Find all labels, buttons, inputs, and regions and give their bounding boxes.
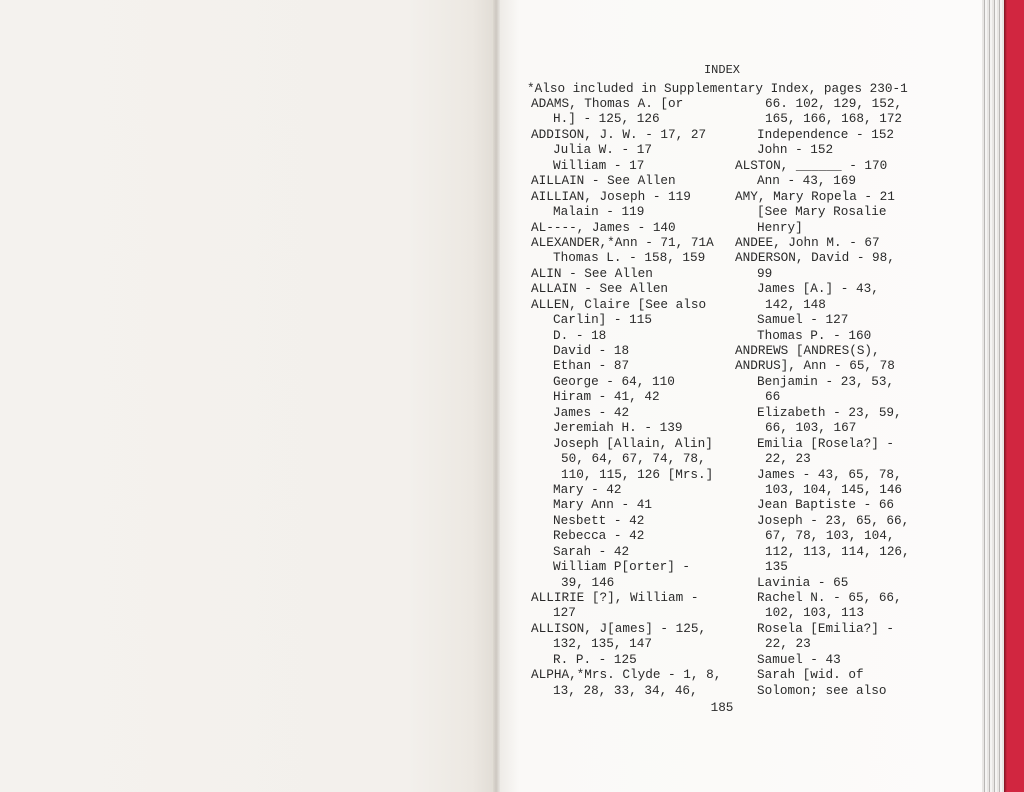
index-line: Rachel N. - 65, 66, [757,590,902,605]
index-line: Sarah [wid. of [757,667,864,683]
index-line: Mary - 42 [553,481,622,497]
index-line: Lavinia - 65 [757,574,849,590]
index-entry: ADAMS, Thomas A. [or [531,96,684,111]
index-line: [See Mary Rosalie [757,204,887,220]
index-line: R. P. - 125 [553,651,637,667]
index-line: 102, 103, 113 [765,605,864,621]
index-line: Malain - 119 [553,204,645,220]
index-line: 66, 103, 167 [765,420,857,436]
index-entry: ADDISON, J. W. - 17, 27 [531,126,707,142]
index-line: D. - 18 [553,327,607,343]
index-line: 127 [553,605,576,621]
index-entry: ALSTON, ______ - 170 [735,157,888,173]
index-line: James - 42 [553,404,630,420]
book-gutter [493,0,500,792]
index-entry: ALLEN, Claire [See also [531,296,707,312]
index-column-right [735,96,975,698]
index-entry: ANDERSON, David - 98, [735,250,895,266]
index-line: James - 43, 65, 78, [757,466,902,482]
index-line: George - 64, 110 [553,373,675,389]
index-line: Thomas L. - 158, 159 [553,250,706,266]
index-line: Carlin] - 115 [553,312,652,328]
index-line: 39, 146 [561,574,615,590]
index-line: James [A.] - 43, [757,281,879,297]
index-line: 13, 28, 33, 34, 46, [553,682,698,698]
index-line: David - 18 [553,343,630,358]
index-entry: ALIN - See Allen [531,265,653,281]
index-line: Sarah - 42 [553,543,630,559]
index-line: Elizabeth - 23, 59, [757,404,902,420]
index-entry: AL----, James - 140 [531,219,676,235]
index-line: Emilia [Rosela?] - [757,435,895,451]
index-line: 112, 113, 114, 126, [765,543,910,559]
page-stack-edges [982,0,1004,792]
index-line: 103, 104, 145, 146 [765,481,903,497]
index-line: H.] - 125, 126 [553,111,660,127]
index-line: Solomon; see also [757,682,887,698]
index-entry: AILLAIN - See Allen [531,173,676,189]
index-line: Julia W. - 17 [553,142,652,158]
index-line: William - 17 [553,157,645,173]
index-line: 132, 135, 147 [553,636,652,652]
index-line: 22, 23 [765,451,811,467]
index-line: Joseph - 23, 65, 66, [757,512,910,528]
index-line: Samuel - 43 [757,651,841,667]
index-line: Ethan - 87 [553,358,630,374]
index-line: Nesbett - 42 [553,512,645,528]
index-line: Jean Baptiste - 66 [757,497,895,513]
index-line: Rebecca - 42 [553,528,645,544]
index-entry: ALPHA,*Mrs. Clyde - 1, 8, [531,667,722,683]
page-number: 185 [710,700,734,715]
index-entry: ANDRUS], Ann - 65, 78 [735,358,895,374]
index-entry: ANDREWS [ANDRES(S), [735,343,880,358]
index-entry: AMY, Mary Ropela - 21 [735,188,895,204]
red-cover-edge [1004,0,1024,792]
index-line: 99 [757,265,773,281]
index-line: Henry] [757,219,803,235]
index-line: 22, 23 [765,636,811,652]
index-entry: ANDEE, John M. - 67 [735,234,880,250]
index-line: 142, 148 [765,296,826,312]
index-line: 66 [765,389,781,405]
index-line: John - 152 [757,142,834,158]
index-line: Independence - 152 [757,126,895,142]
index-line: 66. 102, 129, 152, [765,96,903,111]
index-line: 165, 166, 168, 172 [765,111,903,127]
index-entry: ALLIRIE [?], William - [531,590,699,605]
index-line: 50, 64, 67, 74, 78, [561,451,706,467]
index-entry: ALLAIN - See Allen [531,281,669,297]
supplementary-note: *Also included in Supplementary Index, pages 230-1 [527,81,908,96]
left-page-blank [0,0,497,792]
index-column-left [531,96,731,698]
index-line: Joseph [Allain, Alin] [553,435,713,451]
index-line: 110, 115, 126 [Mrs.] [561,466,714,482]
index-line: 67, 78, 103, 104, [765,528,895,544]
index-line: Mary Ann - 41 [553,497,652,513]
index-entry: AILLIAN, Joseph - 119 [531,188,691,204]
index-line: Rosela [Emilia?] - [757,620,895,636]
index-line: William P[orter] - [553,559,691,575]
index-line: Hiram - 41, 42 [553,389,660,405]
index-line: 135 [765,559,788,575]
index-entry: ALLISON, J[ames] - 125, [531,620,707,636]
index-line: Samuel - 127 [757,312,849,328]
index-line: Benjamin - 23, 53, [757,373,895,389]
index-entry: ALEXANDER,*Ann - 71, 71A [531,234,714,250]
index-line: Thomas P. - 160 [757,327,872,343]
index-line: Ann - 43, 169 [757,173,856,189]
index-heading: INDEX [703,63,740,77]
index-line: Jeremiah H. - 139 [553,420,683,436]
